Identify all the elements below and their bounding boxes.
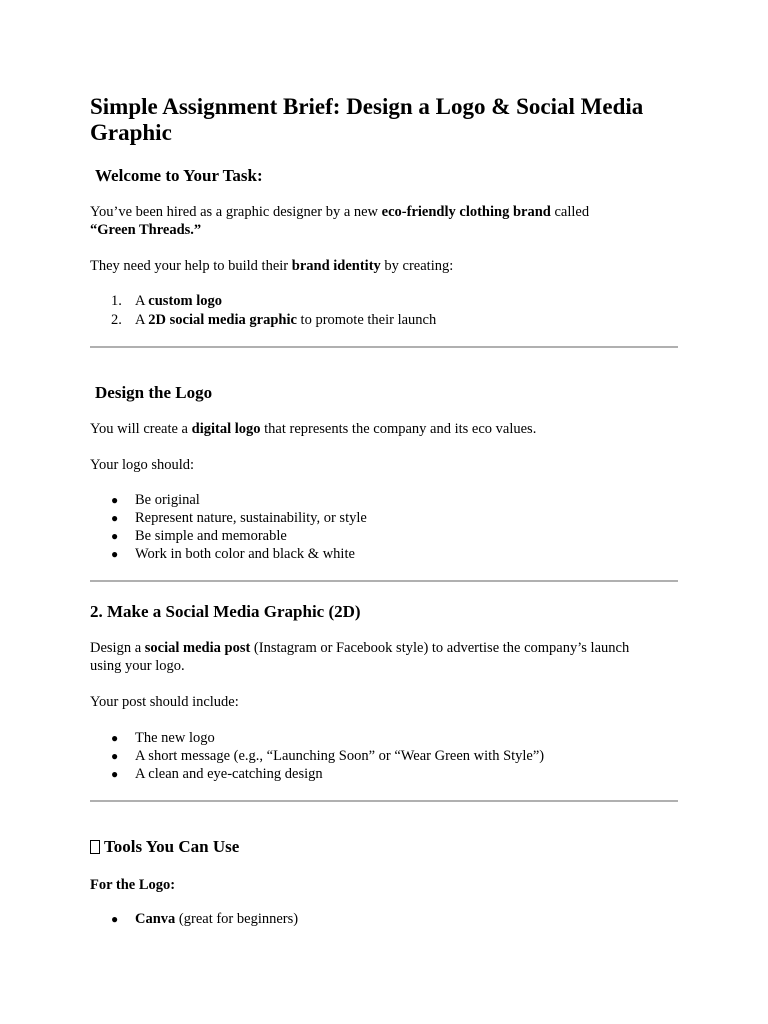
list-number: 1. (111, 293, 122, 309)
bold-text: custom logo (148, 293, 223, 309)
welcome-paragraph-1-cont (90, 221, 201, 239)
list-text: A clean and eye-catching design (135, 766, 323, 782)
list-item (111, 527, 287, 545)
text-run: (great for beginners) (175, 911, 299, 927)
list-text: Represent nature, sustainability, or style (135, 510, 367, 526)
list-item (111, 545, 355, 563)
bullet-icon: ● (111, 767, 119, 781)
horizontal-rule (90, 346, 678, 348)
bold-text: brand identity (291, 258, 381, 274)
social-heading: 2. Make a Social Media Graphic (2D) (90, 602, 361, 621)
social-paragraph-2: Your post should include: (90, 694, 239, 710)
list-number: 2. (111, 312, 122, 328)
social-paragraph-1-cont: using your logo. (90, 658, 185, 674)
brand-name: “Green Threads.” (90, 222, 202, 238)
horizontal-rule (90, 580, 678, 582)
bold-text: social media post (144, 640, 251, 656)
list-item (111, 491, 200, 509)
bullet-icon: ● (111, 749, 119, 763)
bold-text: eco-friendly clothing brand (381, 204, 551, 220)
text-run: that represents the company and its eco values. (260, 421, 537, 437)
text-run: You’ve been hired as a graphic designer by a new (90, 204, 382, 220)
logo-paragraph-2: Your logo should: (90, 457, 195, 473)
text-run: (Instagram or Facebook style) to advertise the company’s launch (250, 640, 630, 656)
text-run: You will create a (90, 421, 192, 437)
bullet-icon: ● (111, 511, 119, 525)
logo-heading: Design the Logo (95, 383, 213, 402)
social-paragraph-1 (90, 639, 629, 657)
list-item (111, 311, 436, 329)
list-text: A short message (e.g., “Launching Soon” or “Wear Green with Style”) (135, 748, 545, 764)
bold-text: digital logo (191, 421, 261, 437)
list-item (111, 729, 215, 747)
text-run: They need your help to build their (90, 258, 292, 274)
bullet-icon: ● (111, 547, 119, 561)
horizontal-rule (90, 800, 678, 802)
tools-subheading: For the Logo: (90, 877, 176, 893)
text-run: to promote their launch (296, 312, 437, 328)
tools-heading-text: Tools You Can Use (104, 837, 240, 856)
text-run: A (135, 293, 149, 309)
text-run: A (135, 312, 149, 328)
bullet-icon: ● (111, 731, 119, 745)
list-item (111, 509, 367, 527)
page-title: Simple Assignment Brief: Design a Logo & Social Media Graphic (90, 94, 644, 145)
text-run: by creating: (380, 258, 454, 274)
list-text: Work in both color and black & white (135, 546, 355, 562)
text-run: Design a (90, 640, 145, 656)
welcome-heading: Welcome to Your Task: (95, 166, 263, 185)
list-text: Be simple and memorable (135, 528, 287, 544)
welcome-paragraph-1 (90, 203, 589, 221)
text-run: called (550, 204, 590, 220)
list-item (111, 910, 298, 928)
list-text: The new logo (135, 730, 215, 746)
list-text: Be original (135, 492, 200, 508)
list-item (111, 765, 323, 783)
list-item (111, 747, 544, 765)
welcome-paragraph-2 (90, 257, 453, 275)
tools-heading (90, 837, 239, 857)
logo-paragraph-1 (90, 420, 536, 438)
bullet-icon: ● (111, 529, 119, 543)
bullet-icon: ● (111, 493, 119, 507)
missing-glyph-icon (90, 840, 100, 854)
bullet-icon: ● (111, 912, 119, 926)
bold-text: 2D social media graphic (148, 312, 297, 328)
bold-text: Canva (135, 911, 176, 927)
list-item (111, 292, 222, 310)
